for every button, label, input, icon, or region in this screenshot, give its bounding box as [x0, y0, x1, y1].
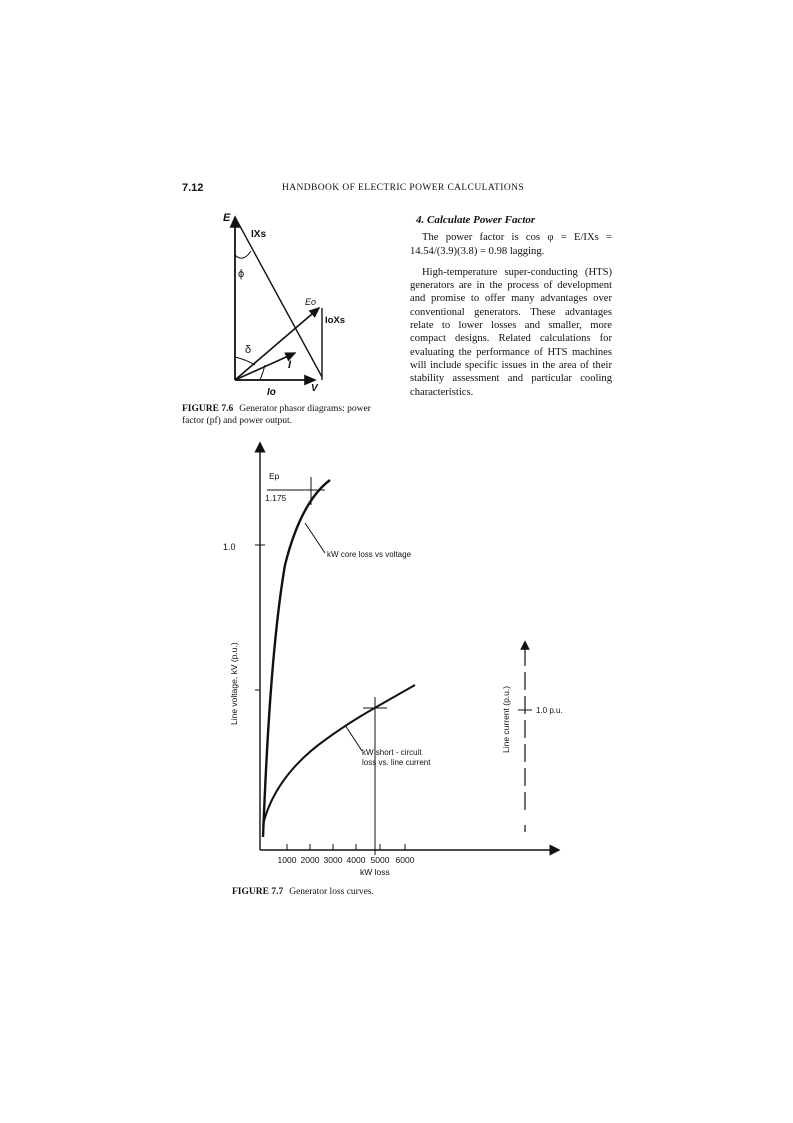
page-number: 7.12 [182, 182, 204, 194]
x-tick-label: 6000 [395, 855, 415, 865]
figure-7-6-label: FIGURE 7.6 [182, 404, 234, 414]
ep-label: Ep [269, 471, 280, 481]
figure-7-7-caption [232, 887, 532, 897]
core-loss-leader [305, 523, 325, 553]
phasor-diagram-svg [205, 205, 355, 405]
section-paragraph-2: High-temperature super-conducting (HTS) generators are in the process of development and promise to offer many advantages over conventional generators. These advantages relate to lower losses and smaller, more compact designs. Related calculations for evaluating the performance of HTS machines will include specific issues in the area of their stability assessment and particular cooling characteristics. [410, 266, 612, 398]
figure-7-6-caption-text: Generator phasor diagrams: power factor (pf) and power output. [182, 404, 371, 426]
label-io: Io [267, 387, 276, 398]
figure-7-7-diagram [215, 435, 575, 880]
figure-7-7-caption-text: Generator loss curves. [289, 887, 374, 897]
label-eo: Eo [305, 297, 317, 307]
ep-value-label: 1.175 [265, 493, 287, 503]
core-loss-curve [263, 480, 330, 837]
label-phi: ϕ [238, 268, 245, 280]
figure-7-7-label: FIGURE 7.7 [232, 887, 284, 897]
right-tick-label: 1.0 p.u. [536, 706, 563, 715]
power-factor-section [410, 214, 612, 407]
x-tick-label: 4000 [346, 855, 366, 865]
label-delta: δ [245, 344, 252, 356]
x-tick-label: 1000 [277, 855, 297, 865]
sc-loss-label-line-1: kW short - circuit [362, 748, 422, 757]
x-tick-label: 5000 [370, 855, 390, 865]
sc-loss-leader [345, 725, 362, 751]
section-paragraph-1: The power factor is cos φ = E/IXs = 14.54/(3.9)(3.8) = 0.98 lagging. [410, 232, 612, 257]
phi-arc [235, 251, 251, 258]
label-e: E [223, 212, 231, 224]
x-ticks [287, 844, 405, 850]
sc-loss-label-line-2: loss vs. line current [362, 758, 431, 767]
running-title: HANDBOOK OF ELECTRIC POWER CALCULATIONS [282, 183, 525, 193]
loss-curves-svg [215, 435, 575, 880]
x-tick-label: 3000 [323, 855, 343, 865]
figure-7-6-caption [182, 403, 377, 427]
x-tick-labels [278, 855, 415, 865]
label-i: I [288, 359, 292, 371]
page-header [182, 182, 612, 196]
section-heading: 4. Calculate Power Factor [416, 214, 536, 226]
right-axis-label: Line current (p.u.) [501, 685, 511, 753]
label-v: V [311, 383, 318, 394]
tick-1-0-label: 1.0 [223, 542, 236, 552]
core-loss-label: kW core loss vs voltage [327, 550, 412, 559]
label-ioxs: IoXs [325, 315, 346, 326]
delta-arc [235, 357, 255, 365]
figure-7-6-diagram [205, 205, 355, 405]
x-axis-label: kW loss [360, 867, 390, 877]
left-axis-label: Line voltage, kV (p.u.) [229, 642, 239, 725]
label-ixs: IXs [251, 229, 267, 240]
x-tick-label: 2000 [300, 855, 320, 865]
